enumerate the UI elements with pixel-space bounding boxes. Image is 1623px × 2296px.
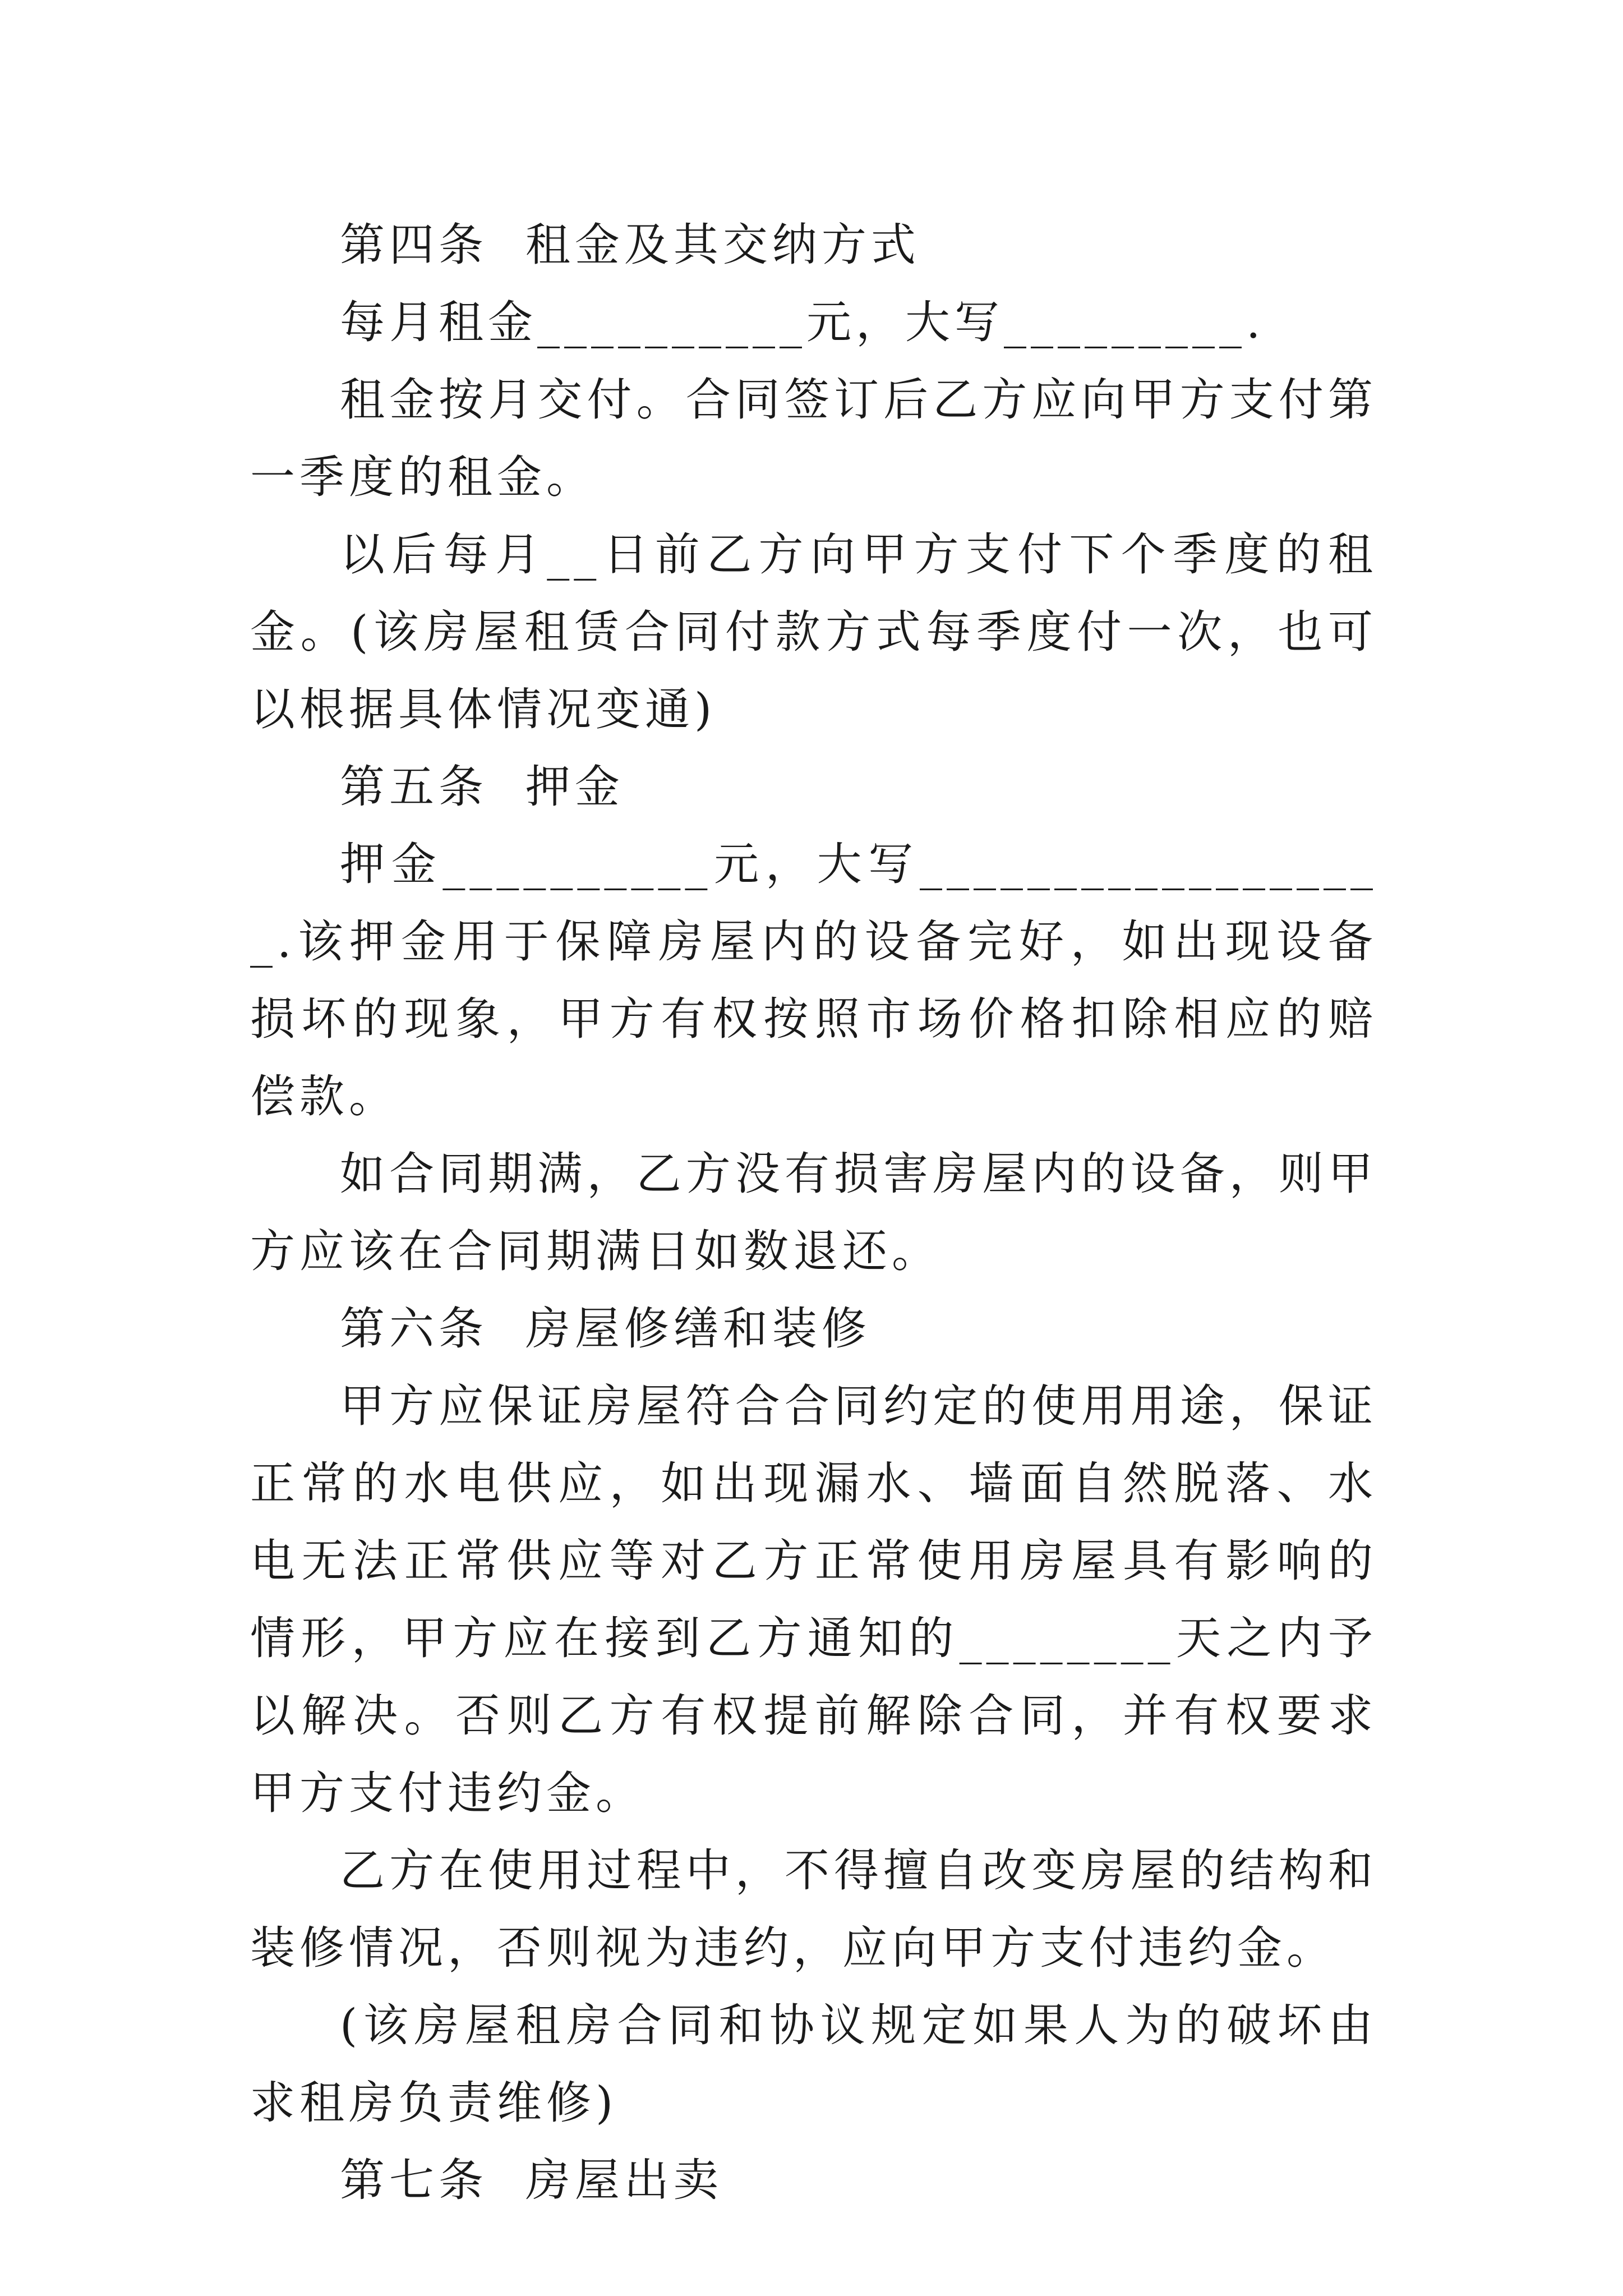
monthly-rent-paragraph: 每月租金__________元，大写_________. bbox=[340, 296, 1265, 348]
article-7-heading: 第七条 房屋出卖 bbox=[340, 2154, 723, 2206]
document-body bbox=[250, 206, 1377, 2219]
deposit-paragraph: 押金__________元，大写__________________.该押金用于保障房屋内的设备完好，如出现设备损坏的现象，甲方有权按照市场价格扣除相应的赔偿款。 bbox=[250, 838, 1377, 1122]
rent-schedule-paragraph: 以后每月__日前乙方向甲方支付下个季度的租金。(该房屋租赁合同付款方式每季度付一次，也可以根据具体情况变通) bbox=[250, 528, 1377, 735]
repair-obligation-paragraph: 甲方应保证房屋符合合同约定的使用用途，保证正常的水电供应，如出现漏水、墙面自然脱落、水电无法正常供应等对乙方正常使用房屋具有影响的情形，甲方应在接到乙方通知的________天之内予以解决。否则乙方有权提前解除合同，并有权要求甲方支付违约金。 bbox=[250, 1380, 1377, 1819]
rent-payment-paragraph: 租金按月交付。合同签订后乙方应向甲方支付第一季度的租金。 bbox=[250, 374, 1377, 503]
article-6-heading: 第六条 房屋修缮和装修 bbox=[340, 1303, 871, 1355]
renovation-restriction-paragraph: 乙方在使用过程中，不得擅自改变房屋的结构和装修情况，否则视为违约，应向甲方支付违约金。 bbox=[250, 1844, 1377, 1974]
deposit-refund-paragraph: 如合同期满，乙方没有损害房屋内的设备，则甲方应该在合同期满日如数退还。 bbox=[250, 1148, 1377, 1277]
article-4-heading: 第四条 租金及其交纳方式 bbox=[340, 219, 920, 271]
damage-note-paragraph: (该房屋租房合同和协议规定如果人为的破坏由求租房负责维修) bbox=[250, 1999, 1377, 2129]
article-5-heading: 第五条 押金 bbox=[340, 761, 624, 813]
